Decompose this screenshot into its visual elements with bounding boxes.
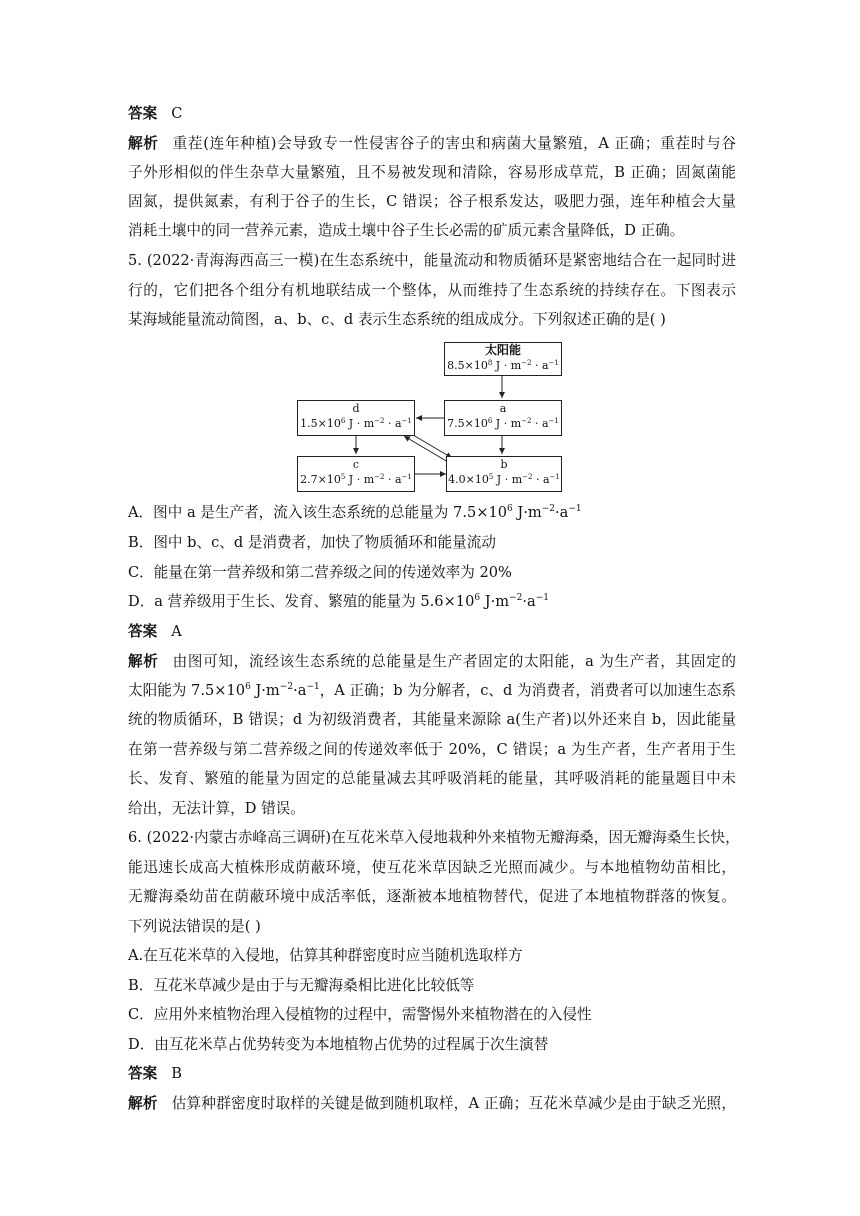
q5-analysis-line: 解析 由图可知，流经该生态系统的总能量是生产者固定的太阳能，a 为生产者，其固定的 [128, 653, 736, 670]
q4-answer [128, 104, 736, 124]
q6-option-a: A.在互花米草的入侵地，估算其种群密度时应当随机选取样方 [128, 947, 523, 964]
q6-answer [128, 1064, 736, 1084]
q6-stem-line: 能迅速长成高大植株形成荫蔽环境，使互花米草因缺乏光照而减少。与本地植物幼苗相比， [128, 859, 736, 876]
q5-analysis-line: 在第一营养级与第二营养级之间的传递效率低于 20%，C 错误；a 为生产者，生产者用于生 [128, 741, 736, 758]
q6-stem-line: 6. (2022·内蒙古赤峰高三调研)在互花米草入侵地栽种外来植物无瓣海桑，因无瓣海桑生长快， [128, 829, 740, 846]
answer-label: 答案 [128, 623, 158, 640]
q5-analysis-line: 长、发育、繁殖的能量为固定的总能量减去其呼吸消耗的能量，其呼吸消耗的能量题目中未 [128, 770, 736, 787]
q4-analysis-line: 解析 重茬(连年种植)会导致专一性侵害谷子的害虫和病菌大量繁殖，A 正确；重茬时与谷 [128, 135, 736, 152]
q5-option-d: D．a 营养级用于生长、发育、繁殖的能量为 $5.6\times 10^6$ $J\cdot m^{-2}\cdot a^{-1}$ [128, 593, 549, 610]
q5-option-a: A．图中 a 是生产者，流入该生态系统的总能量为 $7.5\times 10^6$ $J\cdot m^{-2}\cdot a^{-1}$ [128, 504, 582, 521]
q5-option-c: C．能量在第一营养级和第二营养级之间的传递效率为 20% [128, 564, 512, 581]
q6-analysis-line: 解析 估算种群密度时取样的关键是做到随机取样，A 正确；互花米草减少是由于缺乏光照， [128, 1095, 736, 1112]
answer-value: C [171, 105, 183, 122]
q5-analysis-line: 统的物质循环，B 错误；d 为初级消费者，其能量来源除 a(生产者)以外还来自 b，因此能量 [128, 711, 736, 728]
q5-option-b: B．图中 b、c、d 是消费者，加快了物质循环和能量流动 [128, 534, 496, 551]
analysis-label: 解析 [128, 135, 159, 152]
q4-analysis-line: 消耗土壤中的同一营养元素，造成土壤中谷子生长必需的矿质元素含量降低，D 正确。 [128, 222, 685, 239]
answer-label: 答案 [128, 1065, 158, 1082]
box-c: c $2.7\times 10^5$ $J \cdot m^{-2} \cdot a^{-1}$ [297, 456, 415, 492]
q5-answer [128, 622, 736, 642]
answer-label: 答案 [128, 105, 158, 122]
q6-option-c: C．应用外来植物治理入侵植物的过程中，需警惕外来植物潜在的入侵性 [128, 1006, 592, 1023]
q5-analysis-line: 给出，无法计算，D 错误。 [128, 800, 305, 817]
answer-value: A [171, 623, 182, 640]
analysis-label: 解析 [128, 1095, 158, 1112]
q5-stem-line: 行的，它们把各个组分有机地联结成一个整体，从而维持了生态系统的持续存在。下图表示 [128, 282, 736, 299]
q5-stem-line: 某海域能量流动简图，a、b、c、d 表示生态系统的组成成分。下列叙述正确的是( ) [128, 311, 666, 328]
energy-flow-diagram [296, 340, 564, 493]
q5-stem-line: 5. (2022·青海海西高三一模)在生态系统中，能量流动和物质循环是紧密地结合在一起同时进 [128, 252, 736, 269]
q6-option-d: D．由互花米草占优势转变为本地植物占优势的过程属于次生演替 [128, 1036, 549, 1053]
answer-value: B [171, 1065, 182, 1082]
box-sun: 太阳能 $8.5\times 10^8$ $J \cdot m^{-2} \cdot a^{-1}$ [444, 342, 562, 376]
q6-stem-line: 无瓣海桑幼苗在荫蔽环境中成活率低，逐渐被本地植物替代，促进了本地植物群落的恢复。 [128, 888, 736, 905]
box-a: a $7.5\times 10^6$ $J \cdot m^{-2} \cdot a^{-1}$ [444, 400, 562, 436]
box-b: b $4.0\times 10^5$ $J \cdot m^{-2} \cdot a^{-1}$ [446, 456, 562, 492]
analysis-label: 解析 [128, 653, 159, 670]
q4-analysis-line: 子外形相似的伴生杂草大量繁殖，且不易被发现和清除，容易形成草荒，B 正确；固氮菌能 [128, 164, 736, 181]
q5-analysis-line: 太阳能为 $7.5\times 10^6$ $J\cdot m^{-2}\cdot a^{-1}$，A 正确；b 为分解者，c、d 为消费者，消费者可以加速生态系 [128, 682, 737, 699]
box-d: d $1.5\times 10^6$ $J \cdot m^{-2} \cdot a^{-1}$ [297, 400, 415, 436]
q4-analysis-line: 固氮，提供氮素，有利于谷子的生长，C 错误；谷子根系发达，吸肥力强，连年种植会大量 [128, 193, 736, 210]
q6-option-b: B．互花米草减少是由于与无瓣海桑相比进化比较低等 [128, 977, 475, 994]
q6-stem-line: 下列说法错误的是( ) [128, 918, 261, 935]
